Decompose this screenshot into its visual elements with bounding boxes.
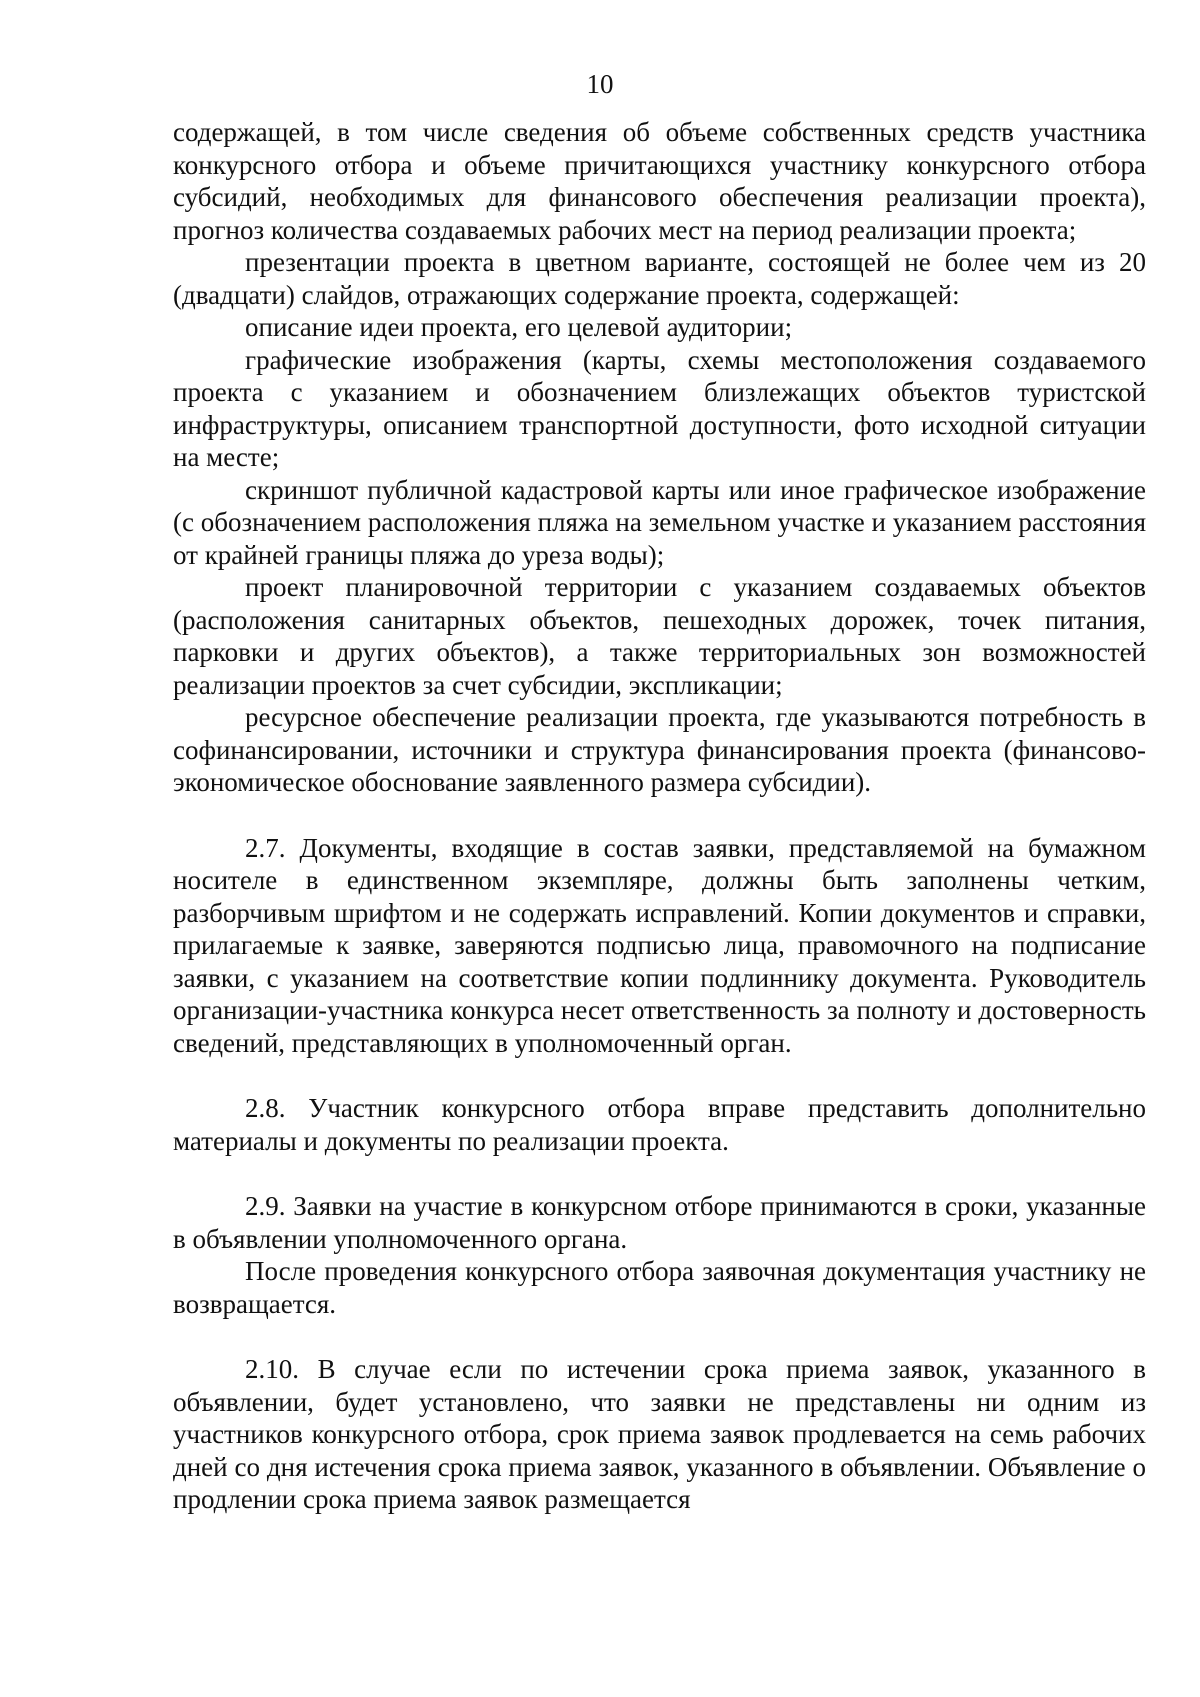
document-body [173, 116, 1146, 1516]
page-number: 10 [586, 69, 614, 99]
paragraph-section-2-7: 2.7. Документы, входящие в состав заявки, представляемой на бумажном носителе в единственном экземпляре, должны быть заполнены четким, разборчивым шрифтом и не содержать исправлений. Копии документов и справки, прилагаемые к заявке, заверяются подписью лица, правомочного на подписание заявки, с указанием на соответствие копии подлиннику документа. Руководитель организации-участника конкурса несет ответственность за полноту и достоверность сведений, представляющих в уполномоченный орган. [173, 832, 1146, 1058]
paragraph-cadastral-screenshot: скриншот публичной кадастровой карты или иное графическое изображение (с обозначением расположения пляжа на земельном участке и указанием расстояния от крайней границы пляжа до уреза воды); [173, 474, 1146, 570]
paragraph-continuation: содержащей, в том числе сведения об объеме собственных средств участника конкурсного отбора и объеме причитающихся участнику конкурсного отбора субсидий, необходимых для финансового обеспечения реализации проекта), прогноз количества создаваемых рабочих мест на период реализации проекта; [173, 117, 1146, 245]
paragraph-resource-provision: ресурсное обеспечение реализации проекта, где указываются потребность в софинансировании, источники и структура финансирования проекта (финансово-экономическое обоснование заявленного размера субсидии). [173, 702, 1146, 797]
paragraph-graphic-images: графические изображения (карты, схемы местоположения создаваемого проекта с указанием и обозначением близлежащих объектов туристской инфраструктуры, описанием транспортной доступности, фото исходной ситуации на месте; [173, 344, 1146, 472]
paragraph-planning-project: проект планировочной территории с указанием создаваемых объектов (расположения санитарных объектов, пешеходных дорожек, точек питания, парковки и других объектов), а также территориальных зон возможностей реализации проектов за счет субсидии, экспликации; [173, 572, 1146, 700]
paragraph-section-2-9: 2.9. Заявки на участие в конкурсном отборе принимаются в сроки, указанные в объявлении уполномоченного органа. [173, 1191, 1146, 1254]
paragraph-section-2-10: 2.10. В случае если по истечении срока приема заявок, указанного в объявлении, будет установлено, что заявки не представлены ни одним из участников конкурсного отбора, срок приема заявок продлевается на семь рабочих дней со дня истечения срока приема заявок, указанного в объявлении. Объявление о продлении срока приема заявок размещается [173, 1354, 1146, 1514]
paragraph-idea-description: описание идеи проекта, его целевой аудитории; [245, 312, 793, 342]
paragraph-presentation: презентации проекта в цветном варианте, состоящей не более чем из 20 (двадцати) слайдов, отражающих содержание проекта, содержащей: [173, 247, 1146, 310]
paragraph-section-2-8: 2.8. Участник конкурсного отбора вправе представить дополнительно материалы и документы по реализации проекта. [173, 1093, 1146, 1156]
paragraph-documentation-not-returned: После проведения конкурсного отбора заявочная документация участнику не возвращается. [173, 1256, 1146, 1319]
